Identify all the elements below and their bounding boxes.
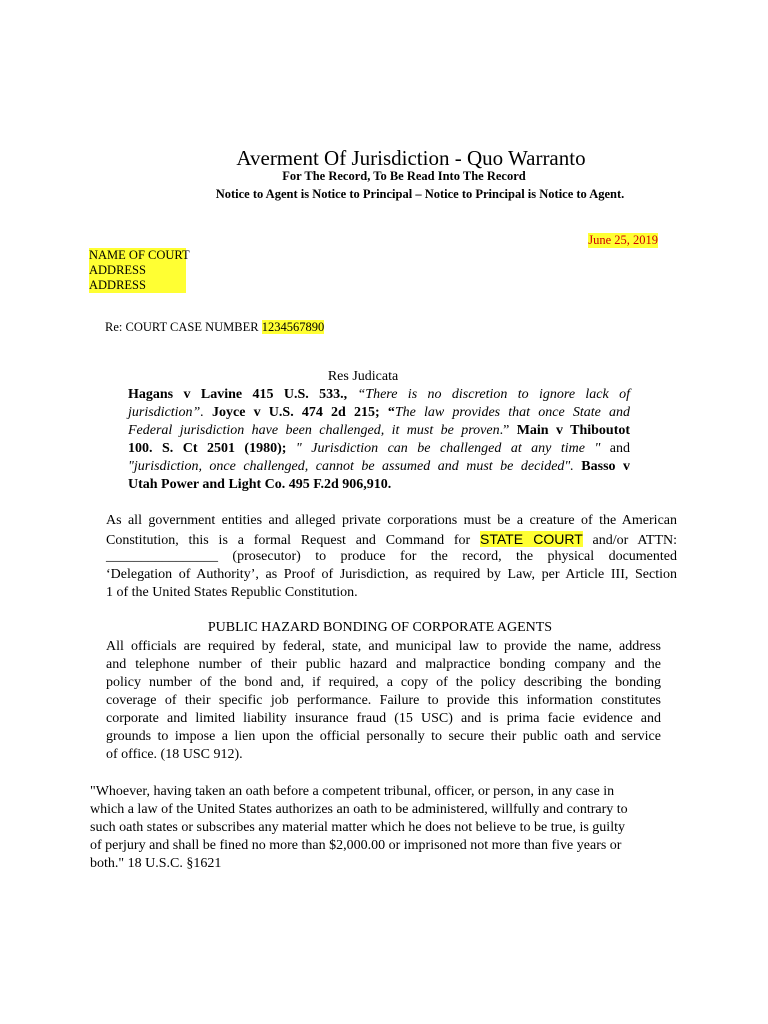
- case-joyce: Joyce v U.S. 474 2d 215; “: [203, 405, 395, 420]
- paragraph-line: coverage of their specific job performance. Failure to provide this information constitutes: [106, 693, 661, 708]
- quote-joyce-close: .”: [499, 423, 517, 438]
- perjury-statute-quote: [90, 783, 670, 873]
- paragraph-line: of office. (18 USC 912).: [106, 747, 243, 762]
- quote-line: which a law of the United States authorizes an oath to be administered, willfully and contrary to: [90, 802, 628, 817]
- case-main: Main v Thiboutot: [516, 423, 631, 438]
- citation-line: [128, 404, 630, 422]
- document-subtitle: For The Record, To Be Read Into The Record: [282, 169, 526, 183]
- paragraph-line: ________________ (prosecutor) to produce for the record, the physical documented: [106, 549, 677, 564]
- paragraph-line: corporate and limited liability insurance fraud (15 USC) and is prima facie evidence and: [106, 711, 661, 726]
- quote-joyce: The law provides that once State and: [394, 405, 630, 420]
- document-date: June 25, 2019: [588, 233, 658, 247]
- paragraph-line: All officials are required by federal, state, and municipal law to provide the name, address: [106, 639, 661, 654]
- case-main-cite: 100. S. Ct 2501 (1980);: [128, 441, 287, 456]
- court-address-line-2: ADDRESS: [89, 278, 146, 292]
- request-paragraph: [106, 512, 677, 602]
- hazard-bonding-paragraph: [106, 638, 661, 764]
- paragraph-line: grounds to impose a lien upon the official personally to secure their public oath and service: [106, 729, 661, 744]
- quote-main: " Jurisdiction can be challenged at any time ": [286, 441, 601, 456]
- res-judicata-citations: [128, 386, 630, 494]
- case-hagans: Hagans v Lavine 415 U.S. 533.,: [128, 387, 348, 402]
- quote-line: "Whoever, having taken an oath before a competent tribunal, officer, or person, in any case in: [90, 784, 615, 799]
- citation-line: [128, 440, 630, 458]
- citation-line: [128, 422, 630, 440]
- res-judicata-heading: Res Judicata: [327, 369, 399, 384]
- paragraph-line: policy number of the bond and, if required, a copy of the policy describing the bonding: [106, 675, 661, 690]
- paragraph-line: ‘Delegation of Authority’, as Proof of Jurisdiction, as required by Law, per Article III, Section: [106, 567, 677, 582]
- paragraph-text: and/or ATTN:: [582, 533, 678, 548]
- court-address-line-1: ADDRESS: [89, 263, 146, 277]
- and-text: and: [600, 441, 631, 456]
- citation-line: [128, 476, 630, 494]
- quote-hagans: “There is no discretion to ignore lack of: [347, 387, 630, 402]
- case-reference-label: Re: COURT CASE NUMBER: [105, 320, 262, 334]
- citation-line: [128, 386, 630, 404]
- quote-hagans-end: jurisdiction”.: [128, 405, 204, 420]
- quote-line: such oath states or subscribes any material matter which he does not believe to be true, is guilty: [90, 820, 625, 835]
- quote-joyce-end: Federal jurisdiction have been challenged, it must be proven: [128, 423, 500, 438]
- paragraph-line: 1 of the United States Republic Constitution.: [106, 585, 358, 600]
- quote-line: both." 18 U.S.C. §1621: [90, 856, 222, 871]
- quote-main-end: "jurisdiction, once challenged, cannot be assumed and must be decided".: [128, 459, 574, 474]
- paragraph-text: Constitution, this is a formal Request and Command for: [106, 533, 480, 548]
- paragraph-line: and telephone number of their public hazard and malpractice bonding company and the: [106, 657, 661, 672]
- citation-line: [128, 458, 630, 476]
- case-basso-cite: Utah Power and Light Co. 495 F.2d 906,910.: [128, 477, 392, 492]
- paragraph-line: As all government entities and alleged private corporations must be a creature of the American: [106, 513, 677, 528]
- agent-principal-notice: Notice to Agent is Notice to Principal – Notice to Principal is Notice to Agent.: [215, 187, 625, 201]
- quote-line: of perjury and shall be fined no more than $2,000.00 or imprisoned not more than five years or: [90, 838, 622, 853]
- document-title: Averment Of Jurisdiction - Quo Warranto: [236, 146, 586, 170]
- case-basso: Basso v: [573, 459, 631, 474]
- paragraph-line: [106, 530, 677, 548]
- hazard-bonding-heading: PUBLIC HAZARD BONDING OF CORPORATE AGENTS: [207, 620, 553, 635]
- court-name: NAME OF COURT: [89, 248, 190, 262]
- case-reference: [105, 320, 324, 335]
- case-number: 1234567890: [261, 320, 325, 334]
- state-court-placeholder: STATE COURT: [480, 531, 583, 547]
- court-address-block: [89, 248, 190, 293]
